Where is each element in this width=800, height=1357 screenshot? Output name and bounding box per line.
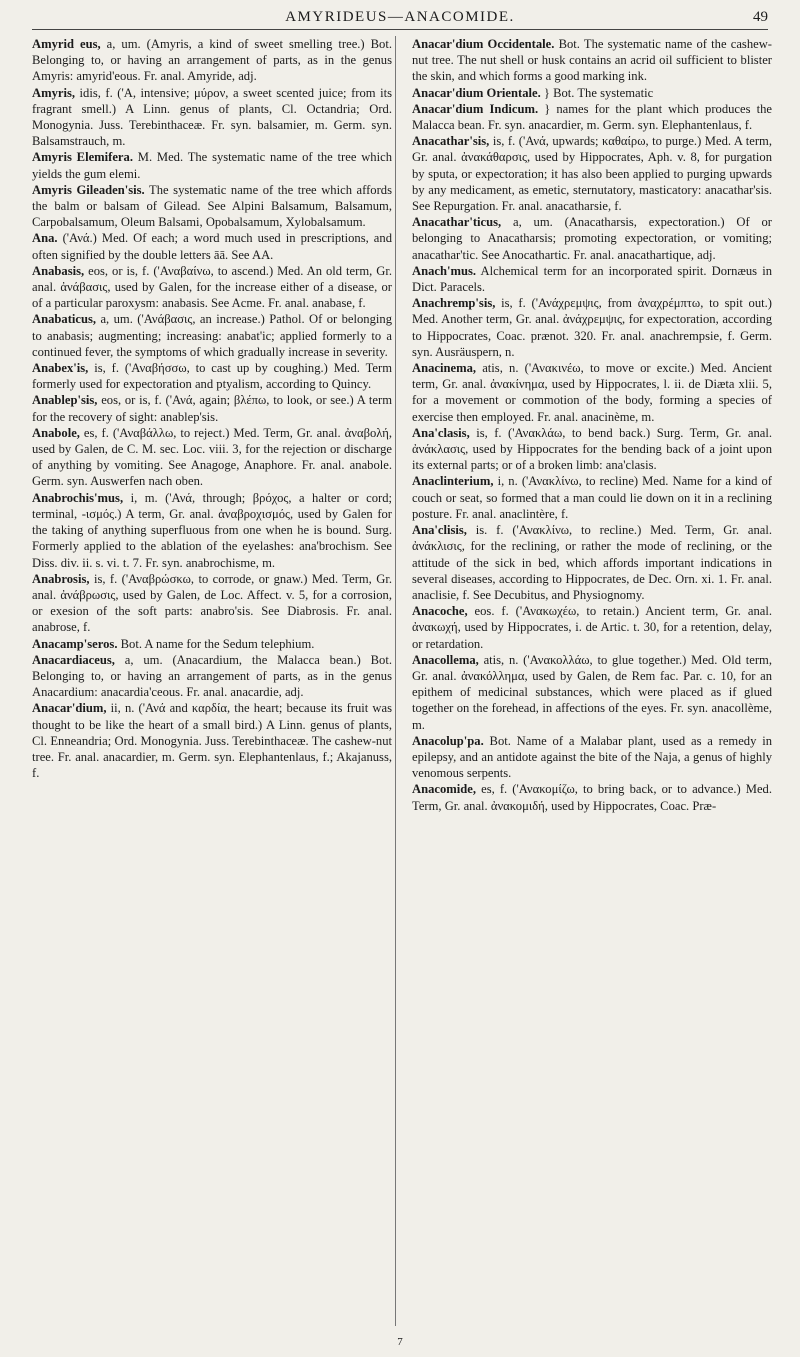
entry-definition: is, f. ('Ανάχρεμψις, from ἀναχρέμπτω, to spit out.) Med. Another term, Gr. anal. ἀνάχρεμψις, for expectoration, according to Hippocrates, Coac. prænot. 320. Fr. anal. anachrempsie, f. Germ. syn. Ausräuspern, n.: [412, 296, 772, 359]
entry-definition: a, um. (Anacardium, the Malacca bean.) Bot. Belonging to, or having an arrangement of parts, as in the genus Anacardium: anacardia'ceous. Fr. anal. anacardie, adj.: [32, 652, 392, 700]
entry-headword: Anacar'dium Orientale.: [412, 85, 541, 100]
entry-definition: i, n. ('Ανακλίνω, to recline) Med. Name for a kind of couch or seat, so formed that a man could lie down on it in a reclining posture. Fr. anal. anaclintère, f.: [412, 474, 772, 521]
entry-headword: Anacar'dium,: [32, 701, 107, 716]
dictionary-entry: [32, 571, 392, 636]
entry-definition: a, um. ('Ανάβασις, an increase.) Pathol. Of or belonging to anabasis; augmenting; increasing: anabat'ic; applied formerly to a continued fever, the symptoms of which gradually increase in severity.: [32, 312, 392, 359]
entry-headword: Ana.: [32, 231, 58, 246]
entry-definition: atis, n. ('Ανακολλάω, to glue together.) Med. Old term, Gr. anal. ἀνακόλλημα, used by Galen, de Rem fac. Par. c. 10, for an epithem of medicinal substances, which were placed as if glued together on the forehead, in affections of the eyes. Fr. syn. anacollème, m.: [412, 652, 772, 732]
dictionary-entry: [412, 133, 772, 214]
entry-headword: Anacollema,: [412, 652, 479, 667]
dictionary-entry: [412, 733, 772, 782]
dictionary-entry: [32, 263, 392, 312]
entry-definition: Alchemical term for an incorporated spirit. Dornæus in Dict. Paracels.: [412, 263, 772, 295]
dictionary-entry: [412, 263, 772, 295]
dictionary-entry: [412, 603, 772, 652]
entry-headword: Anabasis,: [32, 263, 85, 278]
entry-definition: ii, n. ('Ανά and καρδία, the heart; because its fruit was thought to be like the heart of a small bird.) A Linn. genus of plants, Cl. Enneandria; Ord. Monogynia. Juss. Terebinthaceæ. The cashew-nut tree. Fr. anal. anacardier, m. Germ. syn. Elephantenlaus, f.; Akajanuss, f.: [32, 701, 392, 781]
dictionary-entry: [32, 182, 392, 231]
entry-headword: Anacoche,: [412, 604, 468, 619]
dictionary-entry: [412, 36, 772, 85]
running-head: [32, 7, 768, 30]
right-column: [412, 36, 772, 814]
entry-headword: Anabrosis,: [32, 571, 90, 586]
entry-definition: is, f. ('Ανακλάω, to bend back.) Surg. Term, Gr. anal. ἀνάκλασις, used by Hippocrates for the bending back of a joint upon its external parts; or of a broken limb: ana'clasis.: [412, 425, 772, 473]
entry-headword: Anachremp'sis,: [412, 296, 496, 311]
entry-definition: is, f. ('Αναβρώσκω, to corrode, or gnaw.) Med. Term, Gr. anal. ἀνάβρωσις, used by Galen, de Loc. Affect. v. 5, for a corrosion, or exesion of the soft parts: anabro'sis. See Diabrosis. Fr. anal. anabrose, f.: [32, 571, 392, 635]
entry-headword: Ana'clisis,: [412, 523, 467, 538]
entry-definition: is, f. ('Ανά, upwards; καθαίρω, to purge.) Med. A term, Gr. anal. ἀνακάθαρσις, used by Hippocrates, Aph. v. 8, for purgation by sputa, or expectoration; it has also been applied to purging upwards by any medicament, as emetic, sternutatory, masticatory: anacathar'sis. See Repurgation. Fr. anal. anacatharsie, f.: [412, 134, 772, 214]
entry-headword: Anabole,: [32, 425, 80, 440]
dictionary-entry: [32, 636, 392, 652]
entry-definition: Bot. Name of a Malabar plant, used as a remedy in epilepsy, and an antidote against the bite of the Naja, a genus of highly venomous serpents.: [412, 733, 772, 781]
dictionary-entry: [412, 425, 772, 474]
entry-headword: Anaclinterium,: [412, 474, 494, 489]
entry-definition: eos. f. ('Ανακωχέω, to retain.) Ancient term, Gr. anal. ἀνακωχή, used by Hippocrates, i. de Artic. t. 30, for a retention, delay, or retardation.: [412, 604, 772, 651]
entry-definition: eos, or is, f. ('Ανά, again; βλέπω, to look, or see.) A term for the recovery of sight: anablep'sis.: [32, 393, 392, 424]
signature-mark: 7: [397, 1336, 403, 1348]
entry-headword: Anacolup'pa.: [412, 733, 484, 748]
entry-headword: Anacinema,: [412, 361, 477, 376]
entry-definition: Bot. A name for the Sedum telephium.: [117, 636, 315, 651]
dictionary-entry: [412, 781, 772, 813]
entry-headword: Anabex'is,: [32, 361, 89, 376]
entry-definition: The systematic name of the tree which affords the balm or balsam of Gilead. See Alpini Balsamum, Balsamum, Carpobalsamum, Oleum Balsami, Opobalsamum, Xylobalsamum.: [32, 182, 392, 230]
entry-definition: is. f. ('Ανακλίνω, to recline.) Med. Term, Gr. anal. ἀνάκλισις, for the reclining, or rather the mode of reclining, or the attitude of the sick in bed, which affords important indications in several diseases, according to Hippocrates, de Dec. Orn. xi. 1. Fr. anal. anaclisie, f. See Decubitus, and Physiognomy.: [412, 523, 772, 602]
entry-definition: ('Ανά.) Med. Of each; a word much used in prescriptions, and often signified by the double letters āā. See AA.: [32, 231, 392, 262]
entry-definition: Bot. The systematic name of the cashew-nut tree. The nut shell or husk contains an acrid oil sufficient to blister the skin, and which forms a good marking ink.: [412, 37, 772, 84]
entry-definition: } Bot. The systematic: [540, 85, 654, 100]
entry-definition: idis, f. ('A, intensive; μύρον, a sweet scented juice; from its fragrant smell.) A Linn. genus of plants, Cl. Octandria; Ord. Monogynia. Juss. Terebinthaceæ. Fr. syn. balsamier, m. Germ. syn. Balsamstrauch, m.: [32, 85, 392, 149]
dictionary-entry: [32, 311, 392, 360]
entry-definition: is, f. ('Αναβήσσω, to cast up by coughing.) Med. Term formerly used for expectoration and ptyalism, according to Quincy.: [32, 361, 392, 392]
entry-definition: atis, n. ('Ανακινέω, to move or excite.) Med. Ancient term, Gr. anal. ἀνακίνημα, used by Hippocrates, l. ii. de Diæta xlii. 5, for a movement or commotion of the body, forming a species of exercise then employed. Fr. anal. anacinème, m.: [412, 361, 772, 424]
entry-headword: Anach'mus.: [412, 263, 477, 278]
column-divider: [395, 36, 396, 1326]
entry-headword: Amyris,: [32, 85, 76, 100]
dictionary-entry: [32, 425, 392, 490]
entry-headword: Anacomide,: [412, 782, 477, 797]
dictionary-entry: [412, 214, 772, 263]
entry-headword: Anacar'dium Indicum.: [412, 101, 539, 116]
entry-headword: Ana'clasis,: [412, 425, 470, 440]
entry-headword: Amyris Gileaden'sis.: [32, 182, 145, 197]
dictionary-entry: [32, 392, 392, 424]
dictionary-entry: [412, 101, 772, 133]
entry-headword: Anacathar'ticus,: [412, 215, 502, 230]
dictionary-entry: [32, 230, 392, 262]
dictionary-entry: [412, 473, 772, 522]
entry-definition: } names for the plant which produces the Malacca bean. Fr. syn. anacardier, m. Germ. syn. Elephantenlaus, f.: [412, 101, 772, 133]
entry-headword: Amyrid eus,: [32, 37, 101, 51]
entry-headword: Anabrochis'mus,: [32, 490, 124, 505]
dictionary-entry: [32, 360, 392, 392]
entry-definition: es, f. ('Αναβάλλω, to reject.) Med. Term, Gr. anal. ἀναβολή, used by Galen, de C. M. sec. Loc. viii. 3, for the rejection or discharge of anything by vomiting. See Anagoge, Anaphore. Fr. anal. anabole. Germ. syn. Auswerfen nach oben.: [32, 425, 392, 489]
dictionary-entry: [32, 36, 392, 85]
dictionary-entry: [32, 652, 392, 701]
entry-headword: Anacathar'sis,: [412, 134, 490, 149]
dictionary-entry: [412, 522, 772, 603]
entry-headword: Amyris Elemifera.: [32, 150, 133, 165]
dictionary-entry: [32, 149, 392, 181]
entry-headword: Anabaticus,: [32, 312, 97, 327]
dictionary-entry: [32, 490, 392, 571]
entry-definition: i, m. ('Ανά, through; βρόχος, a halter or cord; terminal, -ισμός.) A term, Gr. anal. ἀναβροχισμός, used by Galen for the taking of anything superfluous from one when he is bound. Surg. Formerly applied to the ablation of the eyelashes: ana'brochism. See Diss. div. ii. s. vi. t. 7. Fr. syn. anabrochisme, m.: [32, 490, 392, 570]
entry-headword: Anablep'sis,: [32, 393, 98, 408]
left-column: [32, 36, 392, 781]
page-number: 49: [753, 9, 768, 25]
page-title: AMYRIDEUS—ANACOMIDE.: [285, 9, 515, 25]
entry-definition: M. Med. The systematic name of the tree which yields the gum elemi.: [32, 150, 392, 181]
entry-headword: Anacardiaceus,: [32, 652, 115, 667]
dictionary-entry: [412, 85, 772, 101]
dictionary-entry: [32, 85, 392, 150]
dictionary-entry: [412, 360, 772, 425]
entry-definition: a, um. (Amyris, a kind of sweet smelling tree.) Bot. Belonging to, or having an arrangement of parts, as in the genus Amyris: amyrid'eous. Fr. anal. Amyride, adj.: [32, 37, 392, 84]
entry-headword: Anacamp'seros.: [32, 636, 118, 651]
dictionary-entry: [412, 295, 772, 360]
entry-definition: es, f. ('Ανακομίζω, to bring back, or to advance.) Med. Term, Gr. anal. ἀνακομιδή, used by Hippocrates, Coac. Præ-: [412, 782, 772, 813]
entry-definition: eos, or is, f. ('Αναβαίνω, to ascend.) Med. An old term, Gr. anal. ἀνάβασις, used by Galen, for the increase either of a disease, or of a particular paroxysm: anabasis. See Acme. Fr. anal. anabase, f.: [32, 263, 392, 311]
dictionary-entry: [32, 700, 392, 781]
entry-definition: a, um. (Anacatharsis, expectoration.) Of or belonging to Anacatharsis; promoting expectoration, or vomiting; anacathar'tic. See Anocathartic. Fr. anal. anacathartique, adj.: [412, 215, 772, 262]
dictionary-entry: [412, 652, 772, 733]
entry-headword: Anacar'dium Occidentale.: [412, 37, 555, 51]
